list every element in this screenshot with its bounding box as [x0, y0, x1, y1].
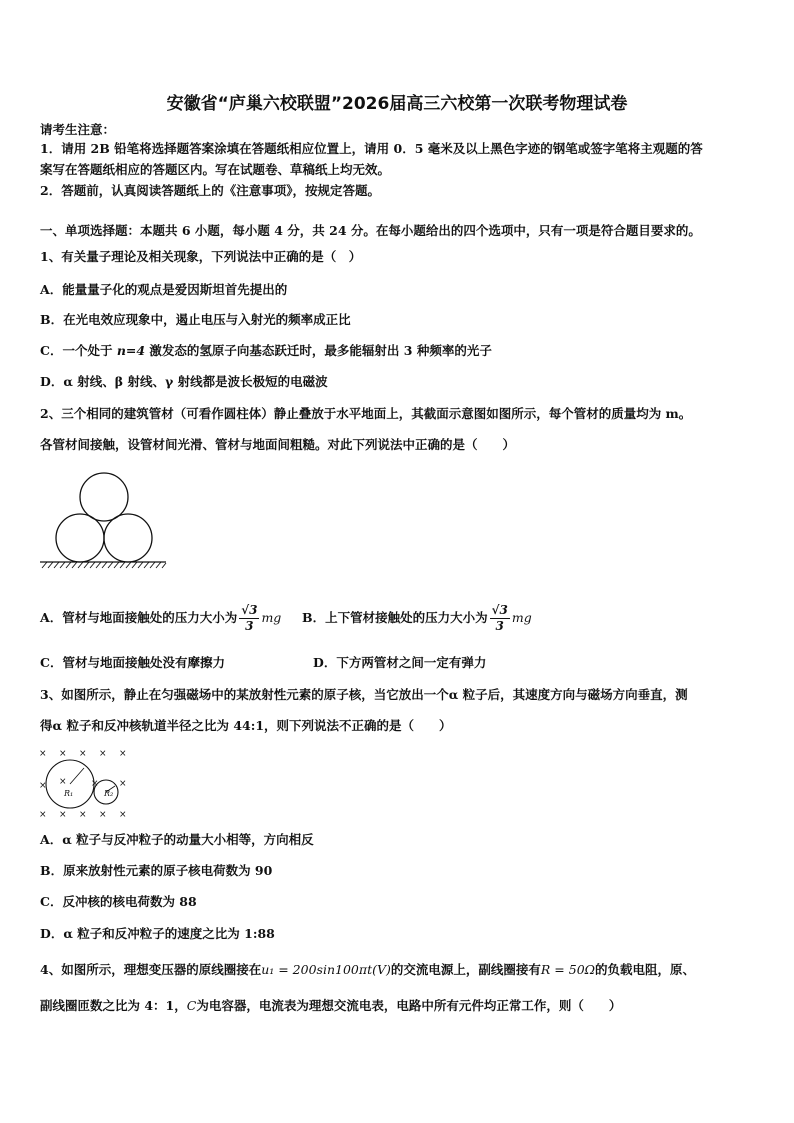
r1-label: R₁	[64, 789, 74, 798]
q4-formula-r: R = 50Ω	[540, 962, 596, 977]
q4-stem-b	[40, 998, 621, 1014]
exam-title: 安徽省“庐巢六校联盟”2026届高三六校第一次联考物理试卷	[166, 94, 628, 114]
svg-text:×: ×	[39, 781, 47, 791]
notice-line-1a: 1．请用 2B 铅笔将选择题答案涂填在答题纸相应位置上，请用 0．5 毫米及以上黑色字迹的钢笔或签字笔将主观题的答	[40, 141, 703, 156]
field-marks	[39, 749, 127, 820]
section-heading: 一、单项选择题：本题共 6 小题，每小题 4 分，共 24 分。在每小题给出的四个选项中，只有一项是符合题目要求的。	[40, 223, 701, 238]
stacked-pipes-diagram	[36, 466, 171, 570]
notice-header: 请考生注意：	[40, 122, 116, 137]
q1-option-d: D．α 射线、β 射线、γ 射线都是波长极短的电磁波	[40, 374, 328, 389]
q4-formula-u: u₁ = 200sin100πt(V)	[261, 962, 391, 977]
svg-text:×: ×	[59, 810, 67, 820]
q4-stem-a-mid: 的交流电源上，副线圈接有	[390, 962, 541, 977]
svg-text:×: ×	[119, 810, 127, 820]
q4-stem-a-post: 的负载电阻，原、	[595, 962, 696, 977]
q3-option-c: C．反冲核的核电荷数为 88	[40, 894, 197, 909]
q4-stem-b-post: 为电容器，电流表为理想交流电表，电路中所有元件均正常工作，则（ ）	[196, 998, 622, 1013]
q3-stem-a: 3、如图所示，静止在匀强磁场中的某放射性元素的原子核，当它放出一个α 粒子后，其速度方向与磁场方向垂直，测	[40, 687, 688, 702]
svg-text:×: ×	[119, 749, 127, 759]
svg-text:×: ×	[99, 810, 107, 820]
r2-label: R₂	[104, 789, 114, 798]
q1-option-b: B．在光电效应现象中，遏止电压与入射光的频率成正比	[40, 312, 351, 327]
q2-a-mg: mg	[261, 610, 282, 625]
svg-text:×: ×	[39, 749, 47, 759]
q2-option-c: C．管材与地面接触处没有摩擦力	[40, 655, 225, 670]
notice-line-1b: 案写在答题纸相应的答题区内。写在试题卷、草稿纸上均无效。	[40, 162, 391, 177]
q3-option-b: B．原来放射性元素的原子核电荷数为 90	[40, 863, 273, 878]
q3-option-d: D．α 粒子和反冲粒子的速度之比为 1:88	[40, 926, 275, 941]
q2-option-b-fraction	[490, 603, 510, 634]
q4-stem-a-pre: 4、如图所示，理想变压器的原线圈接在	[40, 962, 262, 977]
svg-text:×: ×	[119, 779, 127, 789]
q3-option-a: A．α 粒子与反冲粒子的动量大小相等，方向相反	[40, 832, 314, 847]
svg-text:×: ×	[79, 749, 87, 759]
q2-b-mg: mg	[511, 610, 532, 625]
q1-option-c-post: 激发态的氢原子向基态跃迁时，最多能辐射出 3 种频率的光子	[145, 343, 492, 358]
q1-option-c-pre: C．一个处于	[40, 343, 117, 358]
q1-stem: 1、有关量子理论及相关现象，下列说法中正确的是（ ）	[40, 249, 362, 264]
svg-text:×: ×	[59, 777, 67, 787]
r1-radius	[70, 768, 84, 784]
q4-stem-a	[40, 962, 695, 978]
top-pipe	[80, 473, 128, 521]
q4-formula-c: C	[186, 998, 197, 1013]
svg-text:×: ×	[39, 810, 47, 820]
q2-option-d: D．下方两管材之间一定有弹力	[313, 655, 487, 670]
svg-text:×: ×	[91, 779, 99, 789]
q2-stem-b: 各管材间接触，设管材间光滑、管材与地面间粗糙。对此下列说法中正确的是（ ）	[40, 437, 516, 452]
svg-text:×: ×	[99, 749, 107, 759]
q3-stem-b: 得α 粒子和反冲核轨道半径之比为 44:1，则下列说法不正确的是（ ）	[40, 718, 452, 733]
q1-option-c	[40, 343, 492, 359]
q1-option-c-math: n=4	[116, 343, 146, 358]
q2-option-b: B．上下管材接触处的压力大小为	[302, 610, 488, 625]
q2-a-frac-den: 3	[245, 619, 254, 633]
q2-option-a-fraction	[239, 603, 259, 634]
q2-a-frac-num: √3	[241, 603, 258, 617]
q1-option-a: A．能量量子化的观点是爱因斯坦首先提出的	[40, 282, 288, 297]
q2-option-a-b	[40, 600, 532, 636]
notice-line-2: 2．答题前，认真阅读答题纸上的《注意事项》，按规定答题。	[40, 183, 380, 198]
q2-stem-a: 2、三个相同的建筑管材（可看作圆柱体）静止叠放于水平地面上，其截面示意图如图所示，每个管材的质量均为 m。	[40, 406, 692, 421]
q4-stem-b-pre: 副线圈匝数之比为 4：1，	[40, 998, 187, 1013]
svg-text:×: ×	[59, 749, 67, 759]
bottom-left-pipe	[56, 514, 104, 562]
bottom-right-pipe	[104, 514, 152, 562]
magnetic-field-orbits-diagram	[34, 744, 134, 822]
q2-option-a: A．管材与地面接触处的压力大小为	[40, 610, 238, 625]
svg-text:×: ×	[79, 810, 87, 820]
ground-hatching	[42, 562, 166, 568]
q2-b-frac-num: √3	[491, 603, 508, 617]
q2-b-frac-den: 3	[495, 619, 504, 633]
